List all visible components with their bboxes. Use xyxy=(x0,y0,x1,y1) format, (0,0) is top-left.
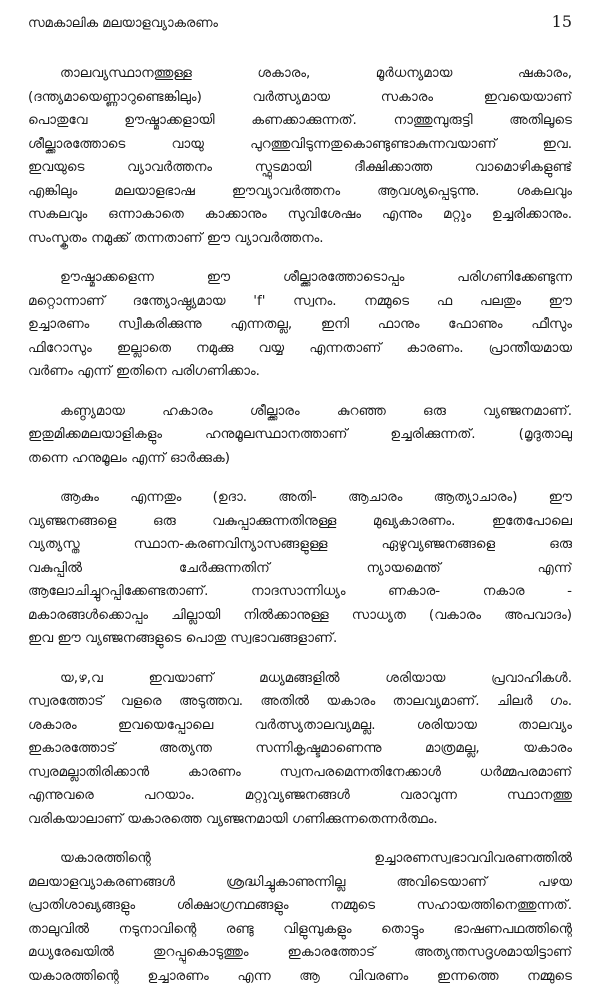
text-line: എന്നുവരെ പറയാം. മറ്റുവ്യഞ്ജനങ്ങൾ വരാവുന്ന സ്ഥാനത്തു xyxy=(28,787,572,803)
text-line: കണ്ഠ്യമായ ഹകാരം ശീല്ക്കാരം കുറഞ്ഞ ഒരു വ്യഞ്ജനമാണ്. xyxy=(60,402,572,419)
text-line: ഇതുമിക്കമലയാളികളും ഹനുമൂലസ്ഥാനത്താണ് ഉച്ചരിക്കുന്നത്. (മൃദുതാലു xyxy=(28,426,572,442)
text-line: ശീല്ക്കാരത്തോടെ വായു പുറത്തുവിടുന്നതുകൊണ്ടുണ്ടാകുന്നവയാണ് ഇവ. xyxy=(28,135,572,152)
paragraph xyxy=(28,400,572,471)
text-line: വ്യഞ്ജനങ്ങളെ ഒരു വകുപ്പാക്കുന്നതിനുള്ള മുഖ്യകാരണം. ഇതേപോലെ xyxy=(28,512,572,529)
text-line: താലവ്യസ്ഥാനത്തുള്ള ശകാരം, മൂർധന്യമായ ഷകാരം, xyxy=(60,65,572,81)
text-line: താലുവിൽ നടുനാവിന്റെ രണ്ടു വിളുമ്പുകളും തൊട്ടും ഭാഷണപഥത്തിന്റെ xyxy=(28,920,572,937)
text-line: ശകാരം ഇവയെപ്പോലെ വർത്സ്യതാലവ്യമല്ല. ശരിയായ താലവ്യം xyxy=(28,716,572,733)
text-line: ഊഷ്മാക്കളെന്ന ഈ ശീല്ക്കാരത്തോടൊപ്പം പരിഗണിക്കേണ്ടുന്ന xyxy=(60,269,572,285)
text-line: വരികയാലാണ് യകാരത്തെ വ്യഞ്ജനമായി ഗണിക്കുന്നതെന്നർത്ഥം. xyxy=(28,810,438,827)
text-line: ഇവ ഈ വ്യഞ്ജനങ്ങളുടെ പൊതു സ്വഭാവങ്ങളാണ്. xyxy=(28,630,338,646)
paragraph xyxy=(28,62,572,250)
page-number: 15 xyxy=(551,12,572,31)
text-line: സ്വരത്തോട് വളരെ അടുത്തവ. അതിൽ യകാരം താലവ്യമാണ്. ചിലർ ഗം. xyxy=(28,693,572,709)
text-line: (ദന്ത്യമായെണ്ണാറുണ്ടെങ്കിലും) വർത്സ്യമായ സകാരം ഇവയെയാണ് xyxy=(28,88,572,105)
text-line: ആകും എന്നതും (ഉദാ. അതി- ആചാരം ആത്യാചാരം) ഈ xyxy=(60,489,572,505)
text-line: വ്യത്യസ്ത സ്ഥാന-കരണവിന്യാസങ്ങളുള്ള ഏഴുവ്യഞ്ജനങ്ങളെ ഒരു xyxy=(28,536,572,552)
page-header xyxy=(28,12,572,34)
text-line: ഇവയുടെ വ്യാവർത്തനം സ്ഫുടമായി ദീക്ഷിക്കാത്ത വാമൊഴികളുണ്ട് xyxy=(28,159,572,175)
text-line: തന്നെ ഹനുമൂലം എന്ന് ഓർക്കുക) xyxy=(28,449,231,466)
text-line: സംസ്കൃതം നമുക്ക് തന്നതാണ് ഈ വ്യാവർത്തനം. xyxy=(28,229,324,246)
text-line: ഫിറോസും ഇല്ലാതെ നമുക്കു വയ്യ എന്നതാണ് കാരണം. പ്രാന്തീയമായ xyxy=(28,339,572,356)
text-line: മകാരങ്ങൾക്കൊപ്പം ചില്ലായി നിൽക്കാനുള്ള സാധ്യത (വകാരം അപവാദം) xyxy=(28,606,572,623)
text-line: മറ്റൊന്നാണ് ദന്ത്യോഷ്ഠ്യമായ 'f' സ്വനം. നമ്മുടെ ഫ പലതും ഈ xyxy=(28,292,572,309)
page-body xyxy=(28,62,572,1004)
text-line: എങ്കിലും മലയാളഭാഷ ഈവ്യാവർത്തനം ആവശ്യപ്പെടുന്നു. ശകലവും xyxy=(28,182,572,199)
running-title: സമകാലിക മലയാളവ്യാകരണം xyxy=(28,16,218,31)
text-line: മധ്യരേഖയിൽ തുറപ്പുകൊടുത്തും ഇകാരത്തോട് അത്യന്തസദൃശമായിട്ടാണ് xyxy=(28,944,572,960)
text-line: യകാരത്തിന്റെ ഉച്ചാരണം എന്ന ആ വിവരണം ഇന്നത്തെ നമ്മുടെ xyxy=(28,967,572,984)
text-line: സ്വരമല്ലാതിരിക്കാൻ കാരണം സ്വനപരമെന്നതിനേക്കാൾ ധർമ്മപരമാണ് xyxy=(28,763,572,780)
text-line: ആലോചിച്ചുറപ്പിക്കേണ്ടതാണ്. നാദസാന്നിധ്യം ണകാര- നകാര - xyxy=(28,583,572,599)
text-line: സകലവും ഒന്നാകാതെ കാക്കാനും സുവിശേഷം എന്നും മറ്റും ഉച്ചരിക്കാനും. xyxy=(28,206,572,222)
paragraph xyxy=(28,266,572,384)
paragraph xyxy=(28,486,572,651)
text-line: മലയാളവ്യാകരണങ്ങൾ ശ്രദ്ധിച്ചുകാണുന്നില്ല അവിടെയാണ് പഴയ xyxy=(28,873,572,890)
text-line: യ,ഴ,വ ഇവയാണ് മധ്യമങ്ങളിൽ ശരിയായ പ്രവാഹികൾ. xyxy=(60,669,572,686)
text-line: ഇകാരത്തോട് അത്യന്ത സന്നികൃഷ്ടമാണെന്നു മാത്രമല്ല, യകാരം xyxy=(28,740,572,756)
text-line: പ്രാതിശാഖ്യങ്ങളും ശിക്ഷാഗ്രന്ഥങ്ങളും നമ്മുടെ സഹായത്തിനെത്തുന്നത്. xyxy=(28,897,572,913)
text-line: വകുപ്പിൽ ചേർക്കുന്നതിന് ന്യായമെന്ത് എന്ന് xyxy=(28,559,572,576)
paragraph xyxy=(28,847,572,988)
paragraph xyxy=(28,667,572,832)
text-line: പൊതുവേ ഊഷ്മാക്കളായി കണക്കാക്കുന്നത്. നാത്തുമ്പുരുട്ടി അതിലൂടെ xyxy=(28,112,572,128)
text-line: യകാരത്തിന്റെ ഉച്ചാരണസ്വഭാവവിവരണത്തിൽ xyxy=(60,850,572,866)
text-line: വർണം എന്ന് ഇതിനെ പരിഗണിക്കാം. xyxy=(28,363,260,379)
text-line: ഉച്ചാരണം സ്വീകരിക്കുന്നു എന്നതല്ല, ഇനി ഫാനും ഫോണും ഫീസും xyxy=(28,316,572,332)
